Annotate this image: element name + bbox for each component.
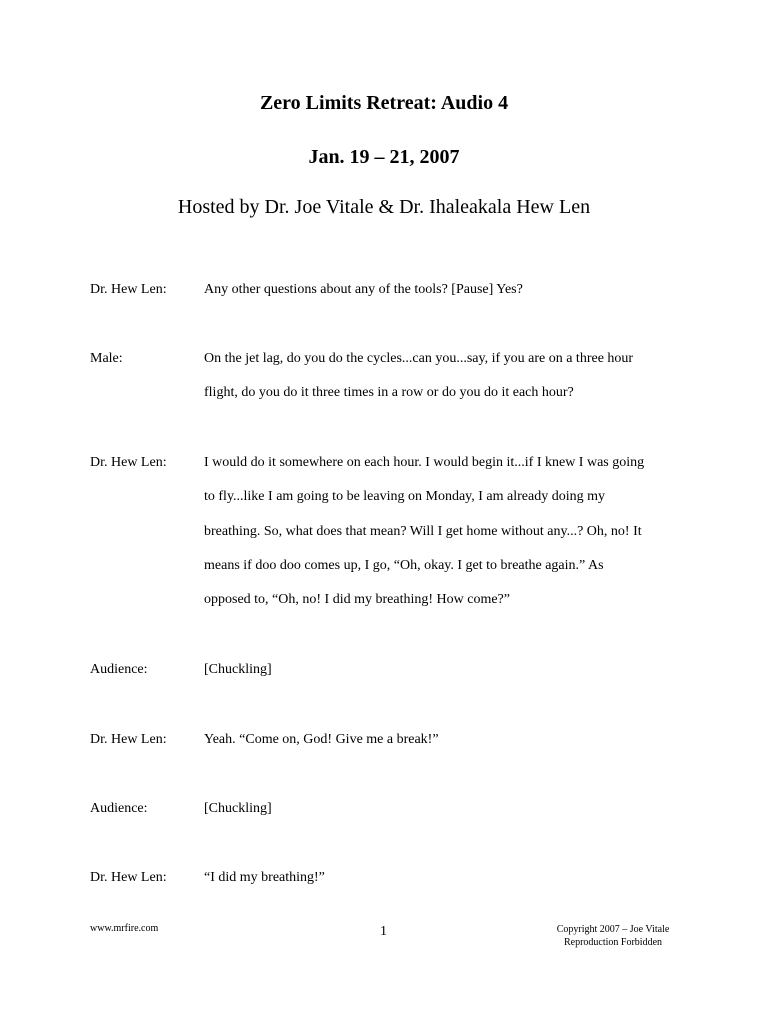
dialogue-line: means if doo doo comes up, I go, “Oh, okay. I get to breathe again.” As: [204, 558, 604, 573]
dialogue-line: “I did my breathing!”: [204, 870, 325, 885]
speaker-label: Male:: [90, 351, 123, 366]
footer-notice: Reproduction Forbidden: [563, 937, 663, 948]
footer-copyright-block: [540, 923, 686, 949]
dialogue-line: Yeah. “Come on, God! Give me a break!”: [204, 732, 439, 747]
dialogue-line: breathing. So, what does that mean? Will I get home without any...? Oh, no! It: [204, 524, 642, 539]
document-hosts: Hosted by Dr. Joe Vitale & Dr. Ihaleakala Hew Len: [177, 196, 591, 218]
dialogue-line: I would do it somewhere on each hour. I would begin it...if I knew I was going: [204, 455, 645, 470]
speaker-label: Dr. Hew Len:: [90, 732, 167, 747]
dialogue-line: opposed to, “Oh, no! I did my breathing! How come?”: [204, 592, 510, 607]
dialogue-line: [Chuckling]: [204, 801, 272, 816]
speaker-label: Audience:: [90, 662, 148, 677]
dialogue-line: On the jet lag, do you do the cycles...can you...say, if you are on a three hour: [204, 351, 634, 366]
speaker-label: Dr. Hew Len:: [90, 870, 167, 885]
document-dates: Jan. 19 – 21, 2007: [308, 146, 460, 168]
dialogue-line: to fly...like I am going to be leaving on Monday, I am already doing my: [204, 489, 605, 504]
dialogue-line: [Chuckling]: [204, 662, 272, 677]
dialogue-line: flight, do you do it three times in a row or do you do it each hour?: [204, 385, 574, 400]
document-title: Zero Limits Retreat: Audio 4: [259, 92, 509, 114]
speaker-label: Dr. Hew Len:: [90, 282, 167, 297]
footer-website: www.mrfire.com: [90, 923, 159, 934]
dialogue-line: Any other questions about any of the tools? [Pause] Yes?: [204, 282, 523, 297]
speaker-label: Audience:: [90, 801, 148, 816]
footer-copyright: Copyright 2007 – Joe Vitale: [556, 924, 670, 935]
speaker-label: Dr. Hew Len:: [90, 455, 167, 470]
page-number: 1: [380, 924, 387, 939]
